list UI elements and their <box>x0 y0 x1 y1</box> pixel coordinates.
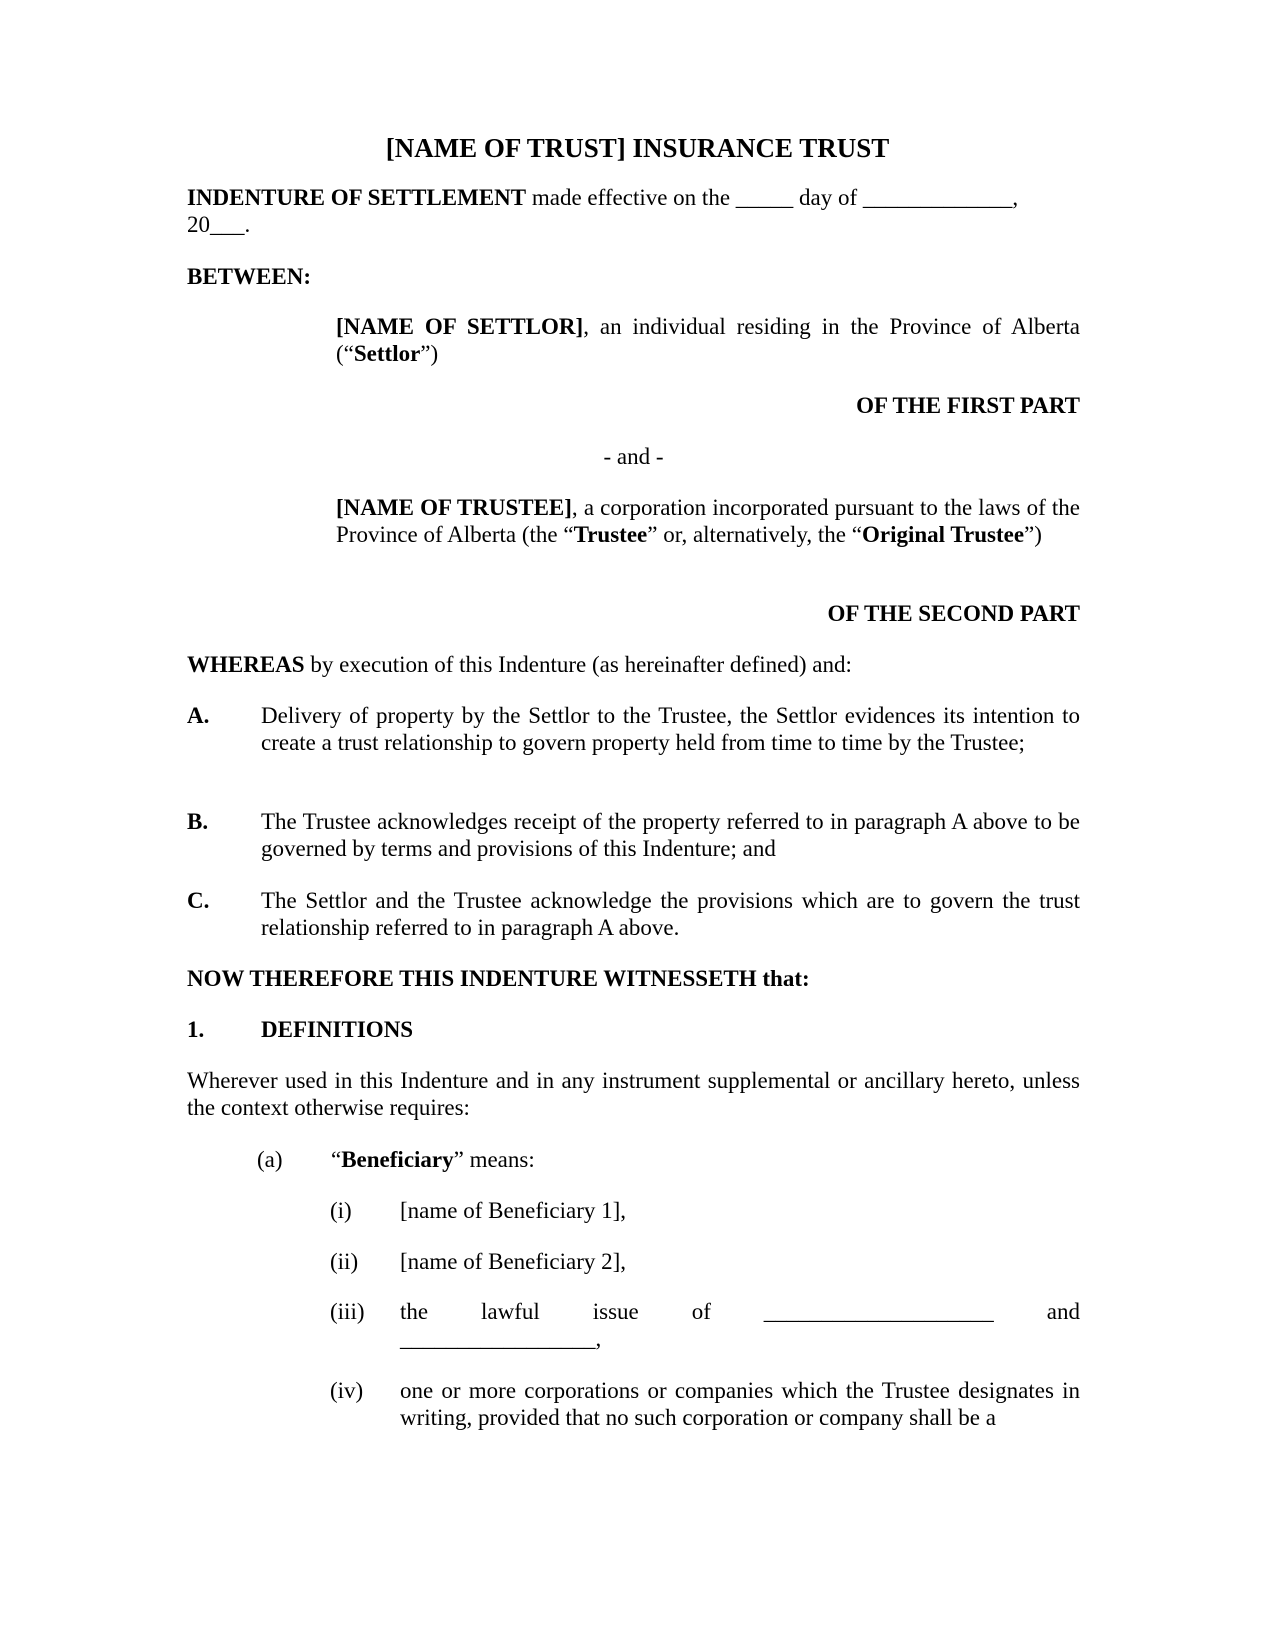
document-title: [NAME OF TRUST] INSURANCE TRUST <box>385 133 890 163</box>
whereas-paragraph <box>187 651 1080 678</box>
beneficiary-term: Beneficiary <box>341 1147 454 1172</box>
section-title: DEFINITIONS <box>261 1017 414 1042</box>
trustee-term: Trustee <box>573 522 648 547</box>
settlor-party <box>336 313 1080 367</box>
definition-text <box>331 1146 1080 1173</box>
settlor-close: ”) <box>420 341 439 366</box>
trustee-description: , a corporation incorporated pursuant to the laws of the Province of Alberta (the “ <box>336 495 1080 547</box>
recital-label: C. <box>187 888 210 913</box>
indenture-paragraph <box>187 184 1080 238</box>
recital-text: The Settlor and the Trustee acknowledge the provisions which are to govern the trust relationship referred to in paragraph A above. <box>261 888 1080 940</box>
first-part-label: OF THE FIRST PART <box>856 393 1080 418</box>
settlor-description: , an individual residing in the Province of Alberta (“ <box>336 314 1081 366</box>
original-trustee-term: Original Trustee <box>861 522 1025 547</box>
recital-text: Delivery of property by the Settlor to the Trustee, the Settlor evidences its intention to create a trust relationship to govern property held from time to time by the Trustee; <box>261 703 1080 755</box>
item-label: (ii) <box>330 1249 359 1274</box>
trustee-close: ”) <box>1024 522 1042 547</box>
word: lawful <box>481 1299 540 1324</box>
definition-label: (a) <box>257 1147 283 1172</box>
recital-label: A. <box>187 703 210 728</box>
between-heading: BETWEEN: <box>187 264 311 289</box>
trustee-alt-text: ” or, alternatively, the “ <box>647 522 862 547</box>
trustee-party <box>336 494 1080 548</box>
item-text: [name of Beneficiary 1], <box>400 1198 627 1223</box>
item-label: (iii) <box>330 1299 365 1324</box>
recital-text: The Trustee acknowledges receipt of the property referred to in paragraph A above to be governed by terms and provisions of this Indenture; and <box>261 809 1080 861</box>
word: of <box>691 1299 711 1324</box>
word: and <box>1046 1299 1080 1324</box>
whereas-lead: WHEREAS <box>187 652 305 677</box>
definitions-intro: Wherever used in this Indenture and in any instrument supplemental or ancillary hereto, unless the context otherwise requires: <box>187 1068 1080 1120</box>
settlor-term: Settlor <box>353 341 421 366</box>
settlor-name: [NAME OF SETTLOR] <box>336 314 584 339</box>
and-separator: - and - <box>603 444 664 469</box>
now-therefore-heading: NOW THEREFORE THIS INDENTURE WITNESSETH that: <box>187 966 810 991</box>
section-number: 1. <box>187 1017 205 1042</box>
item-label: (i) <box>330 1198 352 1223</box>
trustee-name: [NAME OF TRUSTEE] <box>336 495 572 520</box>
item-text: [name of Beneficiary 2], <box>400 1249 627 1274</box>
item-text: one or more corporations or companies which the Trustee designates in writing, provided that no such corporation or company shall be a <box>400 1378 1080 1430</box>
second-part-label: OF THE SECOND PART <box>827 601 1080 626</box>
indenture-lead: INDENTURE OF SETTLEMENT <box>187 185 527 210</box>
item-text <box>400 1298 1080 1352</box>
word: the <box>400 1299 429 1324</box>
item-iii-line1 <box>400 1298 1080 1325</box>
whereas-text: by execution of this Indenture (as hereinafter defined) and: <box>304 652 852 677</box>
item-iii-line2: _________________, <box>400 1326 602 1351</box>
item-label: (iv) <box>330 1378 364 1403</box>
recital-label: B. <box>187 809 209 834</box>
means-text: ” means: <box>453 1147 535 1172</box>
word: issue <box>592 1299 639 1324</box>
quote-open: “ <box>331 1147 342 1172</box>
blank-line: ____________________ <box>763 1299 994 1324</box>
indenture-date-text: made effective on the _____ day of _____________, 20___. <box>187 185 1019 237</box>
